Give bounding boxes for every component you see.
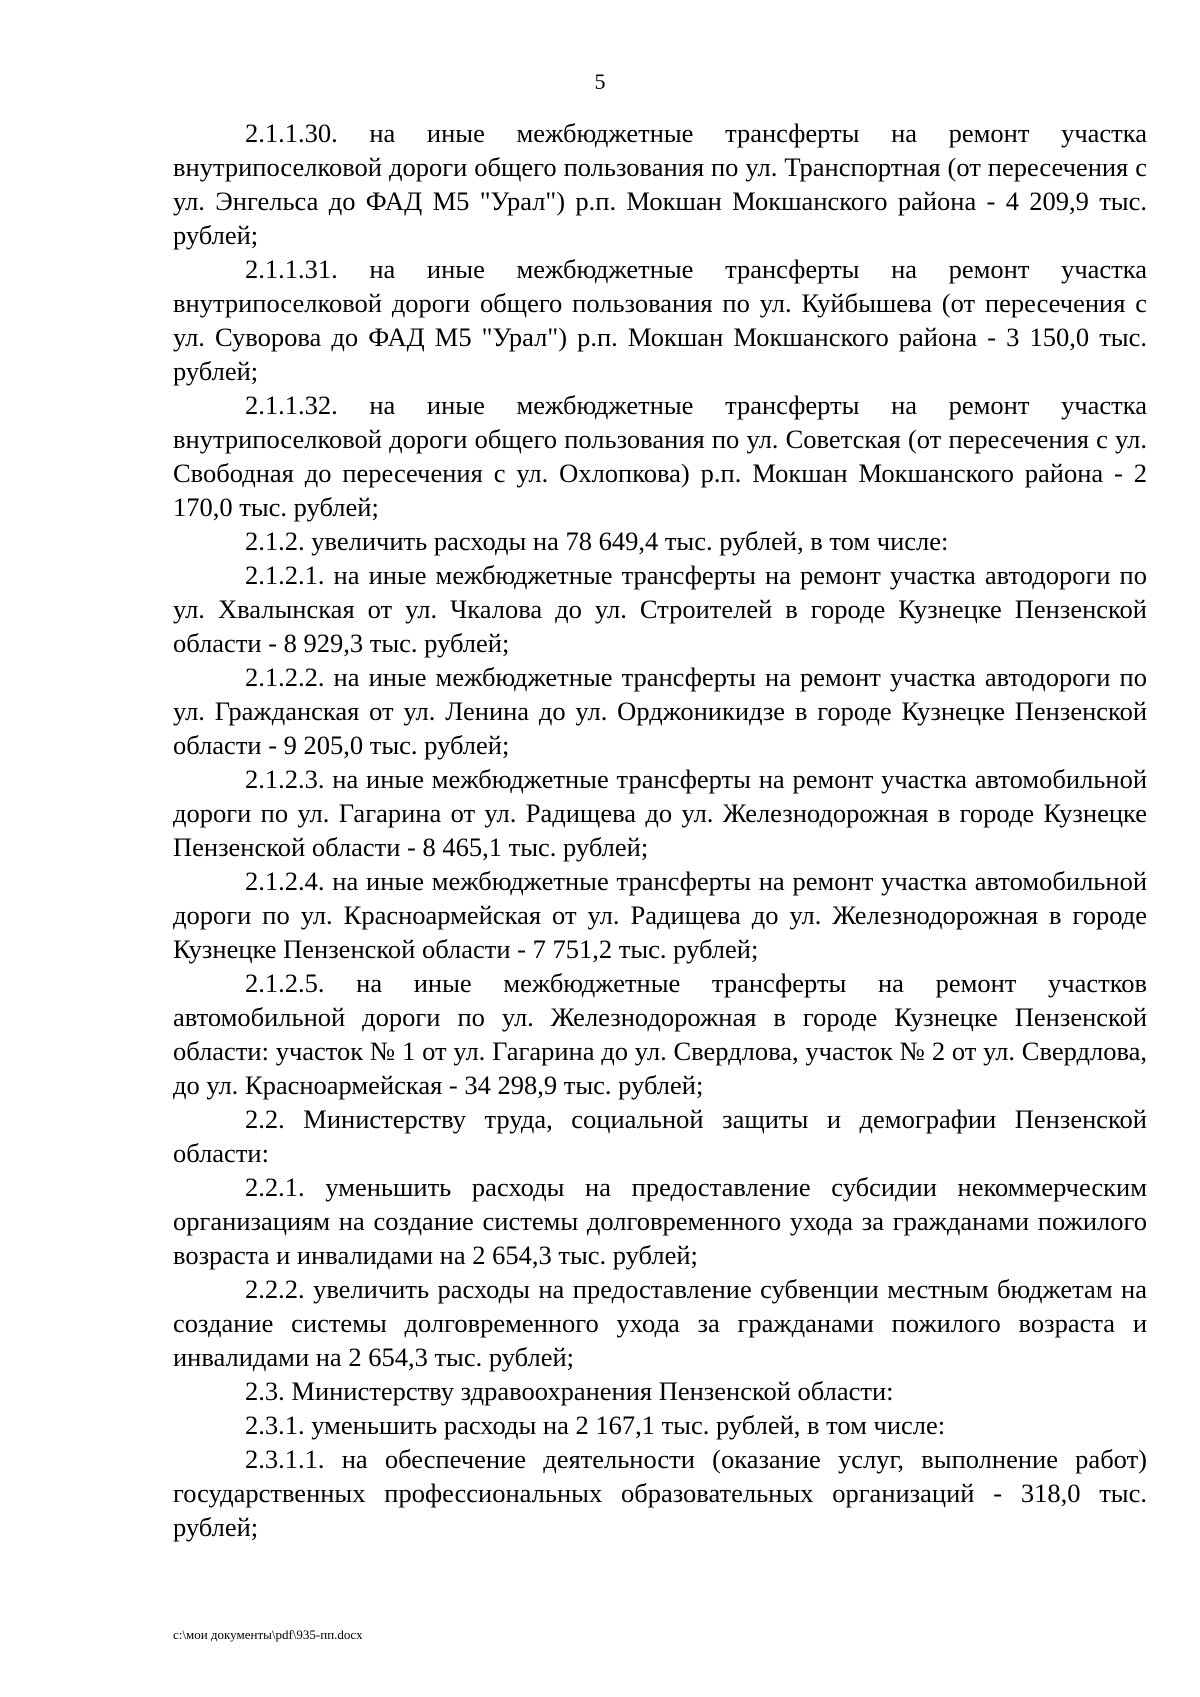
paragraph-2-2: 2.2. Министерству труда, социальной защиты и демографии Пензенской области: xyxy=(173,1104,1147,1168)
paragraph-2-2-2: 2.2.2. увеличить расходы на предоставление субвенции местным бюджетам на создание системы долговременного ухода за гражданами пожилого возраста и инвалидами на 2 654,3 тыс. рублей; xyxy=(173,1274,1147,1372)
paragraph-2-1-1-31: 2.1.1.31. на иные межбюджетные трансферты на ремонт участка внутрипоселковой дороги общего пользования по ул. Куйбышева (от пересечения с ул. Суворова до ФАД М5 "Урал") р.п. Мокшан Мокшанского района - 3 150,0 тыс. рублей; xyxy=(173,254,1147,386)
paragraph-2-1-1-30: 2.1.1.30. на иные межбюджетные трансферты на ремонт участка внутрипоселковой дороги общего пользования по ул. Транспортная (от пересечения с ул. Энгельса до ФАД М5 "Урал") р.п. Мокшан Мокшанского района - 4 209,9 тыс. рублей; xyxy=(173,118,1147,250)
paragraph-2-1-2-5: 2.1.2.5. на иные межбюджетные трансферты на ремонт участков автомобильной дороги по ул. Железнодорожная в городе Кузнецке Пензенской области: участок № 1 от ул. Гагарина до ул. Свердлова, участок № 2 от ул. Свердлова, до ул. Красноармейская - 34 298,9 тыс. рублей; xyxy=(173,968,1147,1100)
paragraph-2-3-1: 2.3.1. уменьшить расходы на 2 167,1 тыс. рублей, в том числе: xyxy=(245,1410,946,1440)
paragraph-2-2-1: 2.2.1. уменьшить расходы на предоставление субсидии некоммерческим организациям на создание системы долговременного ухода за гражданами пожилого возраста и инвалидами на 2 654,3 тыс. рублей; xyxy=(173,1172,1147,1270)
paragraph-2-1-2-2: 2.1.2.2. на иные межбюджетные трансферты на ремонт участка автодороги по ул. Гражданская от ул. Ленина до ул. Орджоникидзе в городе Кузнецке Пензенской области - 9 205,0 тыс. рублей; xyxy=(173,662,1147,760)
paragraph-2-1-2-1: 2.1.2.1. на иные межбюджетные трансферты на ремонт участка автодороги по ул. Хвалынская от ул. Чкалова до ул. Строителей в городе Кузнецке Пензенской области - 8 929,3 тыс. рублей; xyxy=(173,560,1147,658)
paragraph-2-1-2-3: 2.1.2.3. на иные межбюджетные трансферты на ремонт участка автомобильной дороги по ул. Гагарина от ул. Радищева до ул. Железнодорожная в городе Кузнецке Пензенской области - 8 465,1 тыс. рублей; xyxy=(173,764,1147,862)
paragraph-2-3: 2.3. Министерству здравоохранения Пензенской области: xyxy=(245,1376,894,1406)
paragraph-2-1-2-4: 2.1.2.4. на иные межбюджетные трансферты на ремонт участка автомобильной дороги по ул. Красноармейская от ул. Радищева до ул. Железнодорожная в городе Кузнецке Пензенской области - 7 751,2 тыс. рублей; xyxy=(173,866,1147,964)
paragraph-2-1-2: 2.1.2. увеличить расходы на 78 649,4 тыс. рублей, в том числе: xyxy=(245,526,949,556)
document-body xyxy=(173,116,1147,1544)
paragraph-2-1-1-32: 2.1.1.32. на иные межбюджетные трансферты на ремонт участка внутрипоселковой дороги общего пользования по ул. Советская (от пересечения с ул. Свободная до пересечения с ул. Охлопкова) р.п. Мокшан Мокшанского района - 2 170,0 тыс. рублей; xyxy=(173,390,1147,522)
footer-file-path: c:\мои документы\pdf\935-пп.docx xyxy=(173,1627,363,1642)
paragraph-2-3-1-1: 2.3.1.1. на обеспечение деятельности (оказание услуг, выполнение работ) государственных профессиональных образовательных организаций - 318,0 тыс. рублей; xyxy=(173,1444,1147,1542)
page-number: 5 xyxy=(594,69,606,94)
